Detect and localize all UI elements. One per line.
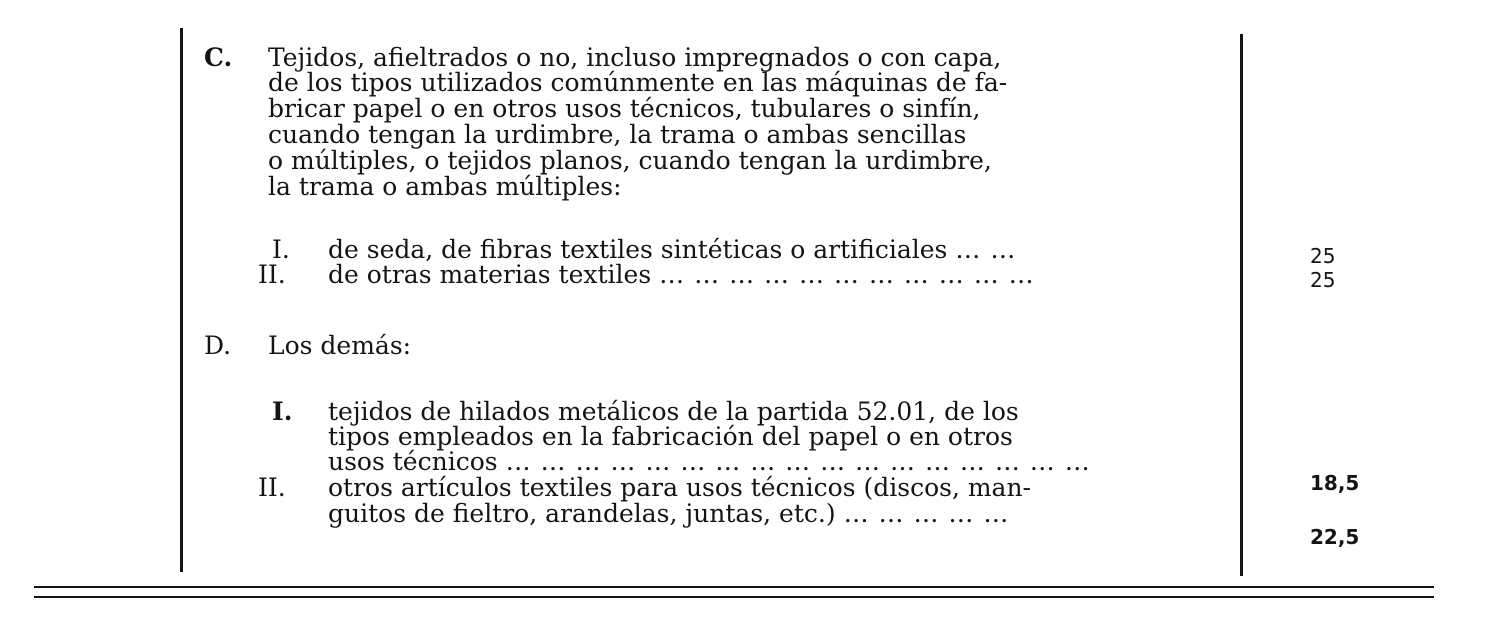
- section-c-item-1: [328, 235, 1228, 264]
- section-d-item-2-line-1: otros artículos textiles para usos técnicos (discos, man-: [328, 473, 1032, 502]
- dot-leader: … … … … … … … … … … … … … … … … …: [505, 450, 1091, 474]
- section-c-line-6: la trama o ambas múltiples:: [268, 172, 622, 201]
- section-c-item-1-value: 25: [1310, 244, 1336, 268]
- section-d-item-1-last: [328, 447, 1228, 476]
- dot-leader: … … … … … … … … … … …: [659, 263, 1035, 287]
- section-d-item-2-numeral: II.: [258, 473, 286, 502]
- section-d-letter: D.: [204, 331, 232, 360]
- section-c-line-5: o múltiples, o tejidos planos, cuando tengan la urdimbre,: [268, 146, 992, 175]
- section-d-item-1-last-text: usos técnicos: [328, 447, 498, 476]
- section-d-item-2-last-text: guitos de fieltro, arandelas, juntas, etc.): [328, 499, 836, 528]
- section-d-item-2-last: [328, 499, 1228, 528]
- section-c-item-1-text: de seda, de fibras textiles sintéticas o artificiales: [328, 235, 948, 264]
- section-c-letter: C.: [204, 43, 233, 72]
- bottom-double-rule-lower: [34, 596, 1434, 598]
- section-c-line-3: bricar papel o en otros usos técnicos, tubulares o sinfín,: [268, 94, 981, 123]
- section-c-item-2-value: 25: [1310, 268, 1336, 292]
- section-d-item-1-numeral: I.: [272, 397, 293, 426]
- section-c-line-1: Tejidos, afieltrados o no, incluso impregnados o con capa,: [268, 43, 1002, 72]
- section-d-item-1-line-1: tejidos de hilados metálicos de la partida 52.01, de los: [328, 397, 1019, 426]
- section-c-item-2-numeral: II.: [258, 260, 286, 289]
- section-d-heading: Los demás:: [268, 331, 412, 360]
- section-d-item-1-line-2: tipos empleados en la fabricación del papel o en otros: [328, 422, 1013, 451]
- section-c-item-2-text: de otras materias textiles: [328, 260, 652, 289]
- dot-leader: … …: [955, 238, 1017, 262]
- section-d-item-2-value: 22,5: [1310, 525, 1360, 549]
- right-column-rule: [1240, 34, 1243, 576]
- section-c-line-2: de los tipos utilizados comúnmente en las máquinas de fa-: [268, 68, 1008, 97]
- section-c-item-2: [328, 260, 1228, 289]
- bottom-double-rule-upper: [34, 586, 1434, 588]
- section-c-line-4: cuando tengan la urdimbre, la trama o ambas sencillas: [268, 120, 967, 149]
- section-d-item-1-value: 18,5: [1310, 471, 1360, 495]
- dot-leader: … … … … …: [843, 502, 1010, 526]
- section-c-item-1-numeral: I.: [272, 235, 290, 264]
- left-column-rule: [180, 28, 183, 572]
